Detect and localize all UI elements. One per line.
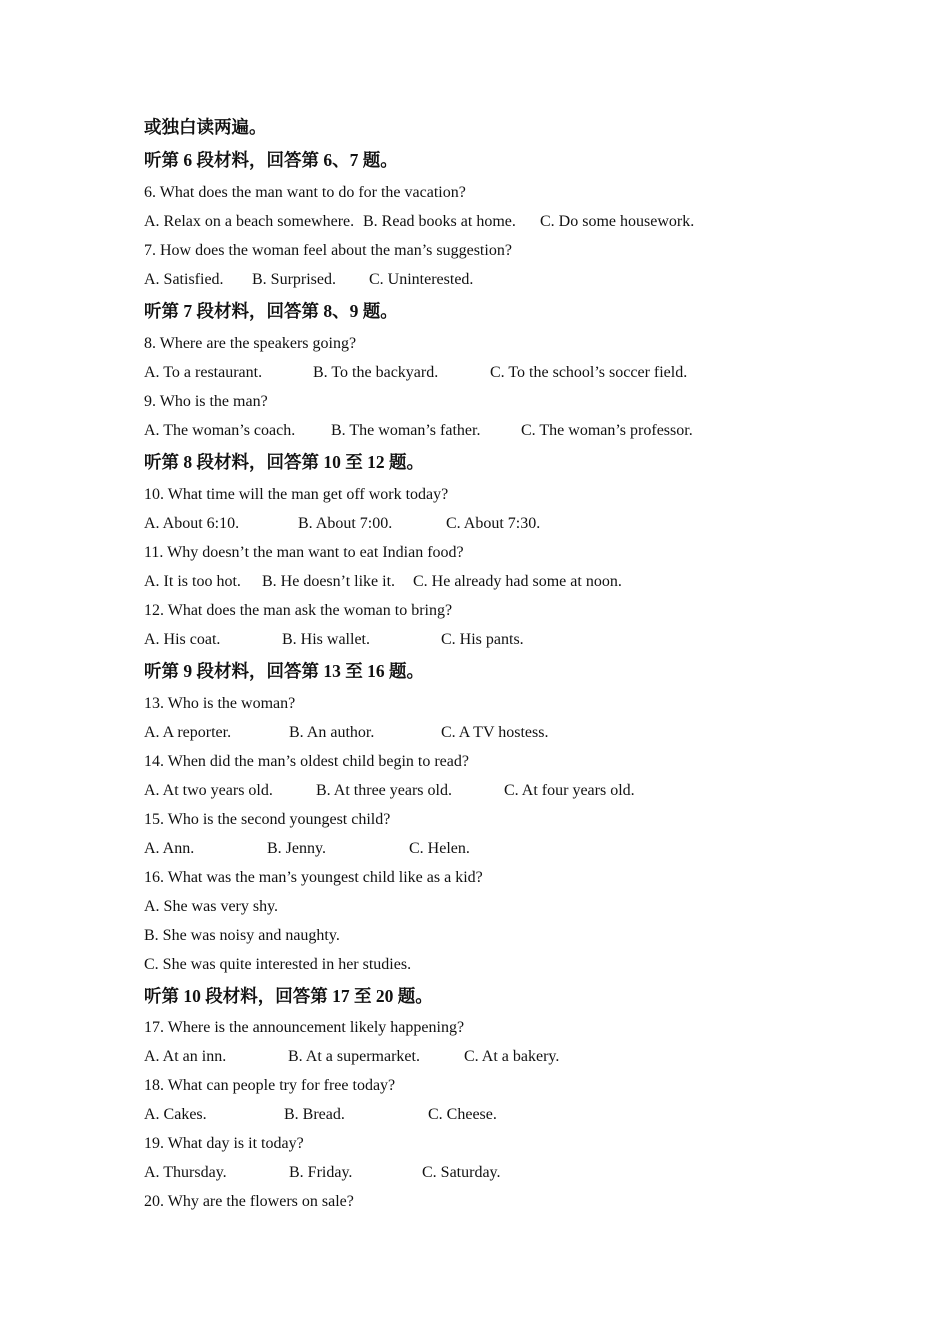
option-6b: B. Read books at home. [363,213,516,230]
option-12c: C. His pants. [441,631,524,648]
question-11: 11. Why doesn’t the man want to eat Indian food? [144,544,464,561]
option-13c: C. A TV hostess. [441,724,549,741]
section-9-heading: 听第 9 段材料，回答第 13 至 16 题。 [144,661,424,681]
option-6a: A. Relax on a beach somewhere. [144,213,355,230]
question-15: 15. Who is the second youngest child? [144,811,391,828]
option-17c: C. At a bakery. [464,1048,560,1065]
option-17b: B. At a supermarket. [288,1048,420,1065]
option-11c: C. He already had some at noon. [413,573,622,590]
question-12: 12. What does the man ask the woman to bring? [144,602,453,619]
option-18a: A. Cakes. [144,1106,207,1123]
question-13: 13. Who is the woman? [144,695,296,712]
section-6-heading: 听第 6 段材料，回答第 6、7 题。 [144,150,398,170]
option-17a: A. At an inn. [144,1048,227,1065]
option-10c: C. About 7:30. [446,515,541,532]
section-10-heading: 听第 10 段材料，回答第 17 至 20 题。 [144,986,433,1006]
option-12a: A. His coat. [144,631,221,648]
option-7a: A. Satisfied. [144,271,224,288]
option-8b: B. To the backyard. [313,364,439,381]
option-6c: C. Do some housework. [540,213,695,230]
question-6: 6. What does the man want to do for the vacation? [144,184,466,201]
question-19: 19. What day is it today? [144,1135,304,1152]
option-13b: B. An author. [289,724,375,741]
option-19b: B. Friday. [289,1164,353,1181]
question-14: 14. When did the man’s oldest child begin to read? [144,753,469,770]
option-16c: C. She was quite interested in her studies. [144,956,412,973]
option-8c: C. To the school’s soccer field. [490,364,688,381]
question-20: 20. Why are the flowers on sale? [144,1193,354,1210]
intro-text: 或独白读两遍。 [144,117,267,137]
question-17: 17. Where is the announcement likely happening? [144,1019,465,1036]
option-11b: B. He doesn’t like it. [262,573,396,590]
option-19a: A. Thursday. [144,1164,227,1181]
question-16: 16. What was the man’s youngest child like as a kid? [144,869,483,886]
option-16a: A. She was very shy. [144,898,279,915]
option-14a: A. At two years old. [144,782,273,799]
option-15b: B. Jenny. [267,840,326,857]
option-18c: C. Cheese. [428,1106,497,1123]
option-8a: A. To a restaurant. [144,364,263,381]
option-7b: B. Surprised. [252,271,336,288]
option-13a: A. A reporter. [144,724,232,741]
option-18b: B. Bread. [284,1106,345,1123]
option-10b: B. About 7:00. [298,515,393,532]
option-19c: C. Saturday. [422,1164,501,1181]
option-15a: A. Ann. [144,840,195,857]
option-9b: B. The woman’s father. [331,422,481,439]
option-7c: C. Uninterested. [369,271,474,288]
section-7-heading: 听第 7 段材料，回答第 8、9 题。 [144,301,398,321]
option-9c: C. The woman’s professor. [521,422,693,439]
option-10a: A. About 6:10. [144,515,240,532]
question-7: 7. How does the woman feel about the man’s suggestion? [144,242,512,259]
option-12b: B. His wallet. [282,631,370,648]
option-14c: C. At four years old. [504,782,635,799]
section-8-heading: 听第 8 段材料，回答第 10 至 12 题。 [144,452,424,472]
option-11a: A. It is too hot. [144,573,241,590]
question-9: 9. Who is the man? [144,393,268,410]
option-15c: C. Helen. [409,840,470,857]
question-8: 8. Where are the speakers going? [144,335,357,352]
option-16b: B. She was noisy and naughty. [144,927,340,944]
question-10: 10. What time will the man get off work today? [144,486,449,503]
question-18: 18. What can people try for free today? [144,1077,396,1094]
option-9a: A. The woman’s coach. [144,422,296,439]
option-14b: B. At three years old. [316,782,452,799]
